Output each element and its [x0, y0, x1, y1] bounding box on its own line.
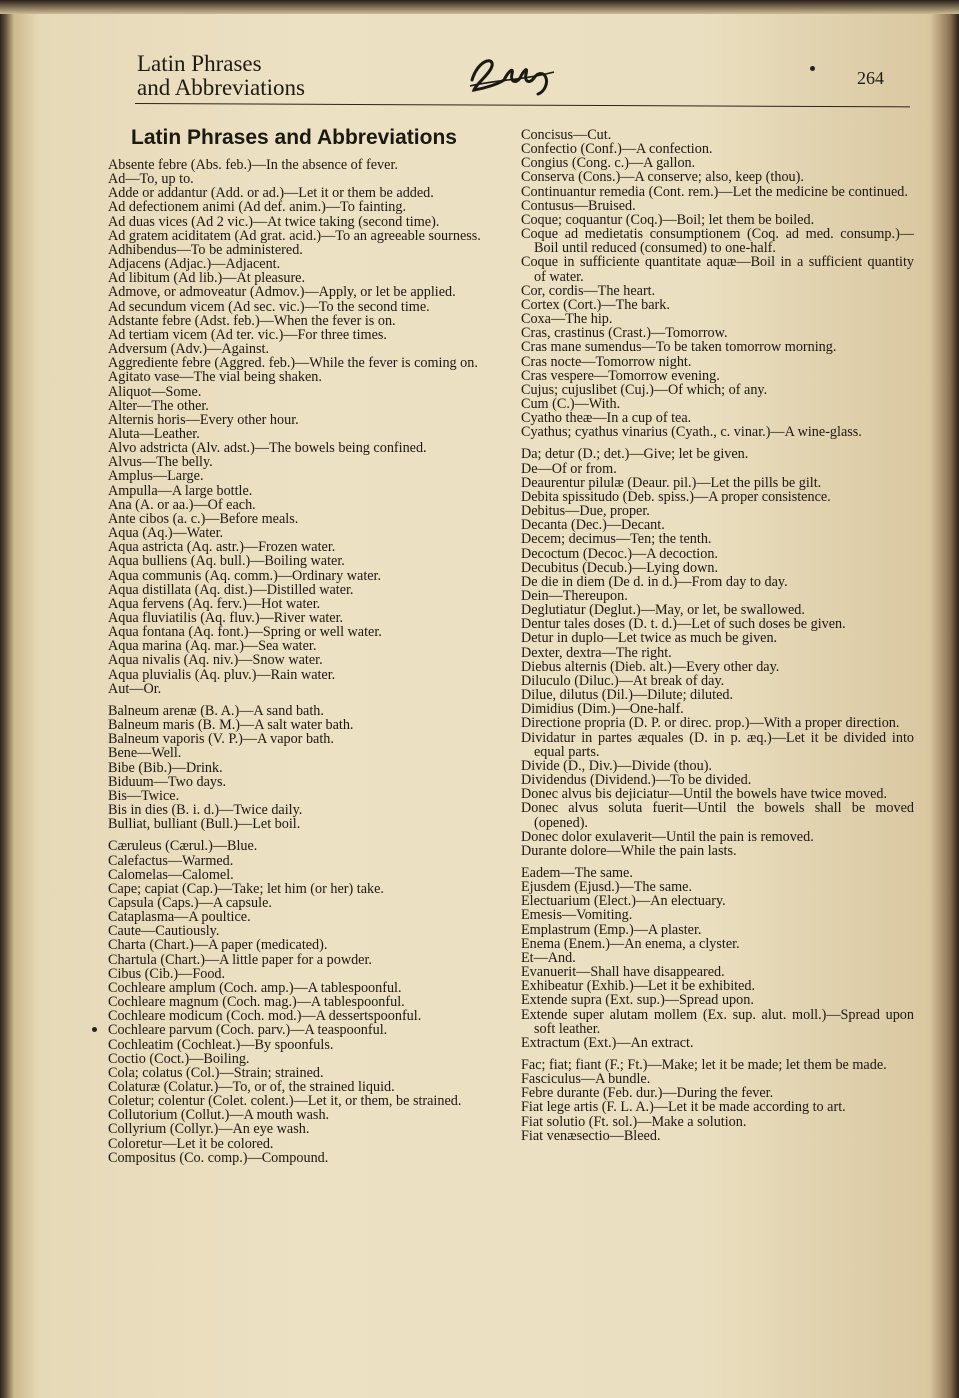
dictionary-entry: Coque in sufficiente quantitate aquæ—Boil in a sufficient quantity of water. — [521, 254, 914, 285]
dictionary-entry: Donec alvus soluta fuerit—Until the bowels shall be moved (opened). — [521, 800, 914, 831]
dictionary-entry: Durante dolore—While the pain lasts. — [521, 842, 737, 859]
dictionary-entry: Continuantur remedia (Cont. rem.)—Let the medicine be continued. — [521, 183, 908, 200]
entry-group — [521, 866, 914, 1050]
dictionary-entry: Enema (Enem.)—An enema, a clyster. — [521, 935, 740, 952]
dictionary-entry: Aqua distillata (Aq. dist.)—Distilled water. — [108, 581, 354, 598]
dictionary-entry: Fiat solutio (Ft. sol.)—Make a solution. — [521, 1113, 747, 1130]
dictionary-entry: Ana (A. or aa.)—Of each. — [108, 496, 256, 513]
dictionary-entry: Debita spissitudo (Deb. spiss.)—A proper consistence. — [521, 488, 831, 505]
dictionary-entry: Aqua pluvialis (Aq. pluv.)—Rain water. — [108, 666, 336, 683]
dictionary-entry: Deglutiatur (Deglut.)—May, or let, be swallowed. — [521, 602, 805, 619]
dictionary-entry: Conserva (Cons.)—A conserve; also, keep (thou). — [521, 169, 804, 186]
dictionary-entry: Fasciculus—A bundle. — [521, 1071, 651, 1088]
dictionary-entry: Ante cibos (a. c.)—Before meals. — [108, 510, 299, 527]
dictionary-entry: Aqua fontana (Aq. font.)—Spring or well water. — [108, 624, 382, 641]
dictionary-entry: Diluculo (Diluc.)—At break of day. — [521, 672, 725, 689]
dictionary-entry: Cras nocte—Tomorrow night. — [521, 353, 692, 370]
dictionary-entry: Emplastrum (Emp.)—A plaster. — [521, 921, 702, 938]
dictionary-entry: Bibe (Bib.)—Drink. — [108, 759, 223, 776]
dictionary-entry: Cyatho theæ—In a cup of tea. — [521, 410, 692, 427]
dictionary-entry: Divide (D., Div.)—Divide (thou). — [521, 757, 712, 774]
dictionary-entry: Coctio (Coct.)—Boiling. — [108, 1050, 250, 1067]
dictionary-entry: Chartula (Chart.)—A little paper for a powder. — [108, 951, 372, 968]
dictionary-entry: Cape; capiat (Cap.)—Take; let him (or her) take. — [108, 880, 384, 897]
dictionary-entry: Dein—Thereupon. — [521, 588, 628, 604]
dictionary-entry: Ad secundum vicem (Ad sec. vic.)—To the second time. — [108, 298, 430, 315]
dictionary-entry: Directione propria (D. P. or direc. prop.)—With a proper direction. — [521, 715, 900, 732]
dictionary-entry: Adhibendus—To be administered. — [108, 241, 303, 258]
dictionary-entry: Aqua nivalis (Aq. niv.)—Snow water. — [108, 652, 323, 669]
dictionary-entry: Alter—The other. — [108, 397, 209, 414]
dictionary-entry: Extende super alutam mollem (Ex. sup. alut. moll.)—Spread upon soft leather. — [521, 1006, 914, 1037]
entry-group — [521, 128, 914, 439]
dictionary-entry: Coloretur—Let it be colored. — [108, 1135, 274, 1152]
dictionary-entry: Donec alvus bis dejiciatur—Until the bowels have twice moved. — [521, 786, 888, 803]
dictionary-entry: Cola; colatus (Col.)—Strain; strained. — [108, 1064, 324, 1081]
ink-dot — [810, 66, 815, 71]
left-column — [108, 158, 500, 1173]
dictionary-entry: Coque ad medietatis consumptionem (Coq. ad med. consump.)—Boil until reduced (consumed) to one-half. — [521, 226, 914, 257]
margin-bullet — [92, 1027, 97, 1032]
dictionary-entry: Decoctum (Decoc.)—A decoction. — [521, 545, 718, 562]
dictionary-entry: Aqua astricta (Aq. astr.)—Frozen water. — [108, 539, 336, 556]
dictionary-entry: Adstante febre (Adst. feb.)—When the fever is on. — [108, 312, 396, 329]
dictionary-entry: Adde or addantur (Add. or ad.)—Let it or them be added. — [108, 185, 434, 202]
dictionary-entry: Alternis horis—Every other hour. — [108, 411, 299, 428]
running-header — [137, 52, 397, 100]
dictionary-entry: Cyathus; cyathus vinarius (Cyath., c. vinar.)—A wine-glass. — [521, 424, 862, 441]
dictionary-entry: Alvus—The belly. — [108, 454, 213, 471]
right-column — [521, 128, 914, 1151]
dictionary-entry: Exhibeatur (Exhib.)—Let it be exhibited. — [521, 978, 756, 995]
dictionary-entry: Collyrium (Collyr.)—An eye wash. — [108, 1121, 310, 1138]
dictionary-entry: Alvo adstricta (Alv. adst.)—The bowels being confined. — [108, 440, 427, 457]
header-rule — [135, 103, 910, 107]
header-title-line2: and Abbreviations — [137, 75, 305, 100]
dictionary-entry: Agitato vase—The vial being shaken. — [108, 369, 322, 386]
dictionary-entry: Calomelas—Calomel. — [108, 866, 234, 883]
dictionary-entry: Dividatur in partes æquales (D. in p. æq.)—Let it be divided into equal parts. — [521, 729, 914, 760]
dictionary-entry: Cochleatim (Cochleat.)—By spoonfuls. — [108, 1036, 334, 1053]
dictionary-entry: Bis in dies (B. i. d.)—Twice daily. — [108, 802, 303, 819]
dictionary-entry: Extende supra (Ext. sup.)—Spread upon. — [521, 992, 754, 1009]
dictionary-entry: Aliquot—Some. — [108, 383, 202, 400]
dictionary-entry: Fiat lege artis (F. L. A.)—Let it be made according to art. — [521, 1099, 846, 1116]
dictionary-entry: De—Of or from. — [521, 460, 617, 477]
dictionary-entry: Adversum (Adv.)—Against. — [108, 341, 270, 358]
dictionary-entry: Emesis—Vomiting. — [521, 907, 633, 924]
dictionary-entry: Ad gratem aciditatem (Ad grat. acid.)—To an agreeable sourness. — [108, 227, 481, 244]
dictionary-entry: Amplus—Large. — [108, 468, 204, 485]
dictionary-entry: Ad libitum (Ad lib.)—At pleasure. — [108, 270, 306, 287]
dictionary-entry: Cum (C.)—With. — [521, 395, 621, 412]
dictionary-entry: Dilue, dilutus (Dil.)—Dilute; diluted. — [521, 687, 734, 704]
entry-group — [521, 1058, 914, 1143]
dictionary-entry: Cras, crastinus (Crast.)—Tomorrow. — [521, 325, 728, 342]
dictionary-entry: Aut—Or. — [108, 680, 162, 697]
dictionary-entry: Evanuerit—Shall have disappeared. — [521, 964, 725, 981]
dictionary-entry: Cortex (Cort.)—The bark. — [521, 296, 670, 313]
dictionary-entry: Diebus alternis (Dieb. alt.)—Every other day. — [521, 658, 780, 675]
dictionary-entry: Detur in duplo—Let twice as much be given. — [521, 630, 778, 647]
dictionary-entry: Contusus—Bruised. — [521, 197, 636, 214]
dictionary-entry: Decanta (Dec.)—Decant. — [521, 517, 665, 534]
dictionary-entry: Coque; coquantur (Coq.)—Boil; let them be boiled. — [521, 211, 815, 228]
dictionary-entry: Balneum vaporis (V. P.)—A vapor bath. — [108, 731, 334, 748]
dictionary-entry: Dentur tales doses (D. t. d.)—Let of such doses be given. — [521, 616, 846, 633]
entry-group — [108, 158, 500, 696]
dictionary-entry: Balneum arenæ (B. A.)—A sand bath. — [108, 702, 324, 719]
dictionary-entry: Aqua fervens (Aq. ferv.)—Hot water. — [108, 595, 321, 612]
dictionary-entry: Cochleare amplum (Coch. amp.)—A tablespoonful. — [108, 979, 402, 996]
dictionary-entry: Extractum (Ext.)—An extract. — [521, 1034, 694, 1051]
dictionary-entry: Capsula (Caps.)—A capsule. — [108, 894, 272, 911]
dictionary-entry: Decem; decimus—Ten; the tenth. — [521, 531, 712, 548]
header-title-line1: Latin Phrases — [137, 51, 262, 76]
dictionary-entry: Ampulla—A large bottle. — [108, 482, 253, 499]
dictionary-entry: Decubitus (Decub.)—Lying down. — [521, 559, 719, 576]
dictionary-entry: Donec dolor exulaverit—Until the pain is removed. — [521, 828, 814, 845]
lilly-logo — [464, 50, 564, 100]
dictionary-entry: Aluta—Leather. — [108, 425, 200, 442]
dictionary-entry: Cæruleus (Cærul.)—Blue. — [108, 838, 258, 855]
dictionary-entry: Bulliat, bulliant (Bull.)—Let boil. — [108, 816, 301, 833]
dictionary-entry: Ad defectionem animi (Ad def. anim.)—To fainting. — [108, 199, 407, 216]
dictionary-entry: Aggrediente febre (Aggred. feb.)—While the fever is coming on. — [108, 355, 478, 372]
dictionary-entry: Febre durante (Feb. dur.)—During the fever. — [521, 1085, 774, 1102]
dictionary-entry: Dimidius (Dim.)—One-half. — [521, 701, 684, 718]
dictionary-entry: Ad—To, up to. — [108, 171, 194, 188]
dictionary-entry: Colaturæ (Colatur.)—To, or of, the strained liquid. — [108, 1079, 395, 1095]
dictionary-entry: Cochleare modicum (Coch. mod.)—A dessertspoonful. — [108, 1008, 422, 1025]
dictionary-entry: Cras vespere—Tomorrow evening. — [521, 367, 720, 384]
dictionary-entry: Ad tertiam vicem (Ad ter. vic.)—For three times. — [108, 326, 387, 343]
dictionary-entry: Aqua communis (Aq. comm.)—Ordinary water. — [108, 567, 382, 584]
dictionary-entry: Debitus—Due, proper. — [521, 503, 650, 520]
dictionary-entry: Dexter, dextra—The right. — [521, 644, 672, 661]
dictionary-entry: Cochleare magnum (Coch. mag.)—A tablespoonful. — [108, 994, 405, 1011]
dictionary-entry: Aqua bulliens (Aq. bull.)—Boiling water. — [108, 553, 345, 570]
dictionary-entry: Fiat venæsectio—Bleed. — [521, 1127, 661, 1144]
dictionary-entry: Collutorium (Collut.)—A mouth wash. — [108, 1107, 330, 1124]
dictionary-entry: Aqua fluviatilis (Aq. fluv.)—River water. — [108, 610, 344, 626]
entry-group — [108, 704, 500, 831]
dictionary-entry: Cibus (Cib.)—Food. — [108, 965, 226, 982]
dictionary-entry: Deaurentur pilulæ (Deaur. pil.)—Let the pills be gilt. — [521, 474, 822, 491]
dictionary-entry: Absente febre (Abs. feb.)—In the absence of fever. — [108, 157, 398, 173]
dictionary-entry: Adjacens (Adjac.)—Adjacent. — [108, 256, 281, 273]
dictionary-entry: Biduum—Two days. — [108, 773, 227, 790]
dictionary-entry: Concisus—Cut. — [521, 127, 612, 143]
page-number: 264 — [857, 68, 884, 88]
dictionary-entry: Cujus; cujuslibet (Cuj.)—Of which; of any. — [521, 381, 768, 398]
dictionary-entry: Cataplasma—A poultice. — [108, 909, 251, 926]
dictionary-entry: Congius (Cong. c.)—A gallon. — [521, 155, 696, 172]
dictionary-entry: Ad duas vices (Ad 2 vic.)—At twice taking (second time). — [108, 213, 440, 230]
dictionary-entry: Confectio (Conf.)—A confection. — [521, 141, 713, 158]
entry-group — [521, 447, 914, 858]
dictionary-entry: Et—And. — [521, 949, 576, 966]
dictionary-entry: Fac; fiat; fiant (F.; Ft.)—Make; let it be made; let them be made. — [521, 1057, 887, 1073]
dictionary-entry: Aqua (Aq.)—Water. — [108, 525, 224, 542]
dictionary-entry: De die in diem (De d. in d.)—From day to day. — [521, 573, 788, 590]
dictionary-entry: Electuarium (Elect.)—An electuary. — [521, 893, 726, 910]
dictionary-entry: Coxa—The hip. — [521, 311, 613, 328]
dictionary-entry: Cor, cordis—The heart. — [521, 282, 656, 299]
dictionary-entry: Bene—Well. — [108, 745, 182, 762]
section-heading: Latin Phrases and Abbreviations — [131, 126, 457, 149]
dictionary-entry: Cras mane sumendus—To be taken tomorrow morning. — [521, 339, 837, 356]
dictionary-entry: Aqua marina (Aq. mar.)—Sea water. — [108, 638, 317, 655]
dictionary-entry: Bis—Twice. — [108, 787, 180, 804]
dictionary-entry: Coletur; colentur (Colet. colent.)—Let it, or them, be strained. — [108, 1093, 462, 1110]
dictionary-entry: Calefactus—Warmed. — [108, 852, 234, 869]
entry-group — [108, 839, 500, 1165]
dictionary-entry: Compositus (Co. comp.)—Compound. — [108, 1149, 329, 1166]
dictionary-entry: Da; detur (D.; det.)—Give; let be given. — [521, 446, 749, 463]
dictionary-entry: Dividendus (Dividend.)—To be divided. — [521, 772, 752, 789]
dictionary-entry: Cochleare parvum (Coch. parv.)—A teaspoonful. — [108, 1022, 388, 1039]
dictionary-entry: Ejusdem (Ejusd.)—The same. — [521, 879, 692, 896]
dictionary-entry: Charta (Chart.)—A paper (medicated). — [108, 937, 328, 954]
dictionary-entry: Admove, or admoveatur (Admov.)—Apply, or let be applied. — [108, 284, 456, 301]
dictionary-entry: Caute—Cautiously. — [108, 923, 220, 940]
dictionary-entry: Balneum maris (B. M.)—A salt water bath. — [108, 717, 354, 734]
dictionary-entry: Eadem—The same. — [521, 864, 633, 881]
